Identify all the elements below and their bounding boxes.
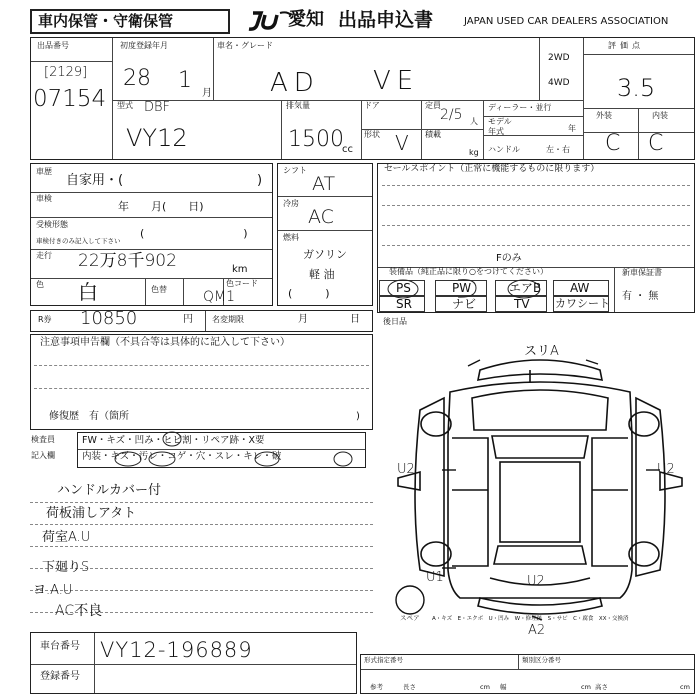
drive-4wd: 4WD	[548, 78, 570, 88]
lot-number: 07154	[33, 86, 107, 112]
diagram-mark-front: スリA	[524, 344, 559, 359]
usage-label: 車歴	[36, 167, 52, 176]
storage-badge-text: 車内保管・守衛保管	[38, 12, 174, 30]
fw-line: FW・キズ・凹み・ヒビ割・リペア跡・X要	[82, 435, 265, 446]
note-1: ハンドルカバー付	[57, 483, 162, 498]
equip-label: 装備品（純正品に限り○をつけてください）	[389, 267, 548, 276]
disp-label: 排気量	[286, 101, 310, 110]
association-name: JAPAN USED CAR DEALERS ASSOCIATION	[464, 16, 669, 27]
length-label: 長さ	[403, 683, 416, 691]
fuel-paren: ( )	[288, 287, 330, 300]
color-label: 色	[36, 280, 44, 289]
equipment-circles	[380, 276, 540, 300]
equip-navi: ナビ	[452, 297, 477, 311]
equip-note: Fのみ	[496, 253, 522, 264]
name-change-month: 月	[298, 314, 308, 325]
caution-label: 注意事項申告欄（不具合等は具体的に記入して下さい）	[40, 337, 290, 348]
warranty-label: 新車保証書	[622, 268, 662, 277]
capacity-label: 定員	[425, 101, 441, 110]
repair-close: )	[356, 411, 360, 422]
reg-month: 1	[178, 68, 192, 93]
dealer-label: ディーラー・並行	[488, 103, 552, 112]
handle-label: ハンドル	[488, 145, 520, 154]
accept-paren: ( )	[140, 227, 248, 240]
capacity-unit: 人	[470, 117, 478, 126]
usage-close: )	[257, 173, 263, 188]
recycle-amount: 10850	[80, 308, 138, 329]
handle-options: 左・右	[546, 145, 570, 154]
km-unit: km	[232, 264, 248, 275]
equip-tv: TV	[514, 297, 530, 311]
ext-label: 外装	[596, 111, 612, 120]
equip-leather: カワシート	[555, 297, 610, 310]
name-label: 車名・グレード	[217, 41, 273, 50]
model-year-label: 年式	[488, 127, 504, 136]
type-code: VY12	[126, 124, 188, 152]
form-title: 出品申込書	[338, 9, 434, 31]
height-unit: cm	[680, 683, 690, 691]
chassis-label: 車台番号	[40, 641, 80, 652]
score: 3.5	[617, 74, 656, 102]
diagram-mark-bumper: A2	[528, 623, 546, 638]
accept-note: 車検付きのみ記入して下さい	[36, 237, 121, 245]
type-label: 型式	[117, 101, 133, 110]
equip-airbag: エアB	[509, 281, 542, 295]
reg-no-label: 登録番号	[40, 671, 80, 682]
lot-small: [2129]	[44, 65, 88, 80]
class-label: 類別区分番号	[522, 656, 561, 664]
notes-label: 後日品	[383, 317, 407, 326]
int-label: 内装	[652, 111, 668, 120]
name-change-day: 日	[350, 314, 360, 325]
spare-label: スペア	[400, 614, 420, 622]
color: 白	[78, 280, 98, 304]
shaken-label: 車検	[36, 194, 52, 203]
repaint-label: 色替	[151, 285, 167, 294]
diagram-legend: A・キズ E・エクボ U・凹み W・修理跡 S・サビ C・腐食 XX・交換済	[432, 616, 629, 622]
note-3: 荷室A.U	[42, 530, 91, 545]
diagram-mark-left: U2	[397, 462, 415, 477]
shape: V	[395, 131, 409, 155]
capacity: 2/5	[440, 107, 463, 123]
shift: AT	[312, 173, 336, 195]
reg-month-unit: 月	[202, 88, 212, 99]
lot-label: 出品番号	[37, 41, 69, 50]
diagram-mark-rear-left: U1	[426, 570, 444, 585]
mileage-label: 走行	[36, 251, 52, 260]
shift-label: シフト	[283, 166, 307, 175]
displacement: 1500	[288, 127, 344, 152]
shape-label: 形状	[364, 130, 380, 139]
sales-points-label: セールスポイント（正常に機能するものに限ります）	[384, 164, 600, 174]
note-6: AC不良	[55, 603, 103, 619]
entry-label: 記入欄	[31, 451, 55, 460]
repair-label: 修復歴 有（箇所	[49, 411, 129, 422]
kg-unit: kg	[469, 148, 479, 157]
fuel-label: 燃料	[283, 233, 299, 242]
warranty-options: 有 ・ 無	[622, 291, 659, 302]
type-cert-label: 形式指定番号	[364, 656, 403, 664]
diagram-mark-rear: U2	[527, 574, 545, 589]
mileage: 22万8千902	[78, 251, 177, 271]
recycle-label: R券	[38, 315, 52, 324]
logo-region: 愛知	[288, 9, 324, 30]
model-label: モデル	[488, 117, 512, 126]
equip-sr: SR	[396, 297, 412, 311]
diagram-mark-right: U2	[657, 462, 675, 477]
width-label: 幅	[500, 683, 507, 691]
height-label: 高さ	[595, 683, 608, 691]
interior-line: 内装・キズ・汚レ・コゲ・穴・スレ・キレ・破	[82, 451, 282, 462]
equip-aw: AW	[570, 281, 590, 295]
storage-badge	[30, 9, 230, 34]
note-4: 下廻りS	[42, 560, 90, 575]
score-label: 評価点	[608, 41, 644, 50]
length-unit: cm	[480, 683, 490, 691]
color-code-label: 色コード	[226, 279, 258, 288]
drive-2wd: 2WD	[548, 53, 570, 63]
load-label: 積載	[425, 130, 441, 139]
shaken-value: 年 月( 日)	[118, 200, 204, 213]
car-name: AD	[270, 68, 320, 98]
int-grade: C	[648, 131, 664, 156]
reg-year: 28	[123, 66, 151, 91]
fuel-light: 軽 油	[309, 268, 335, 281]
equip-ps: PS	[396, 281, 411, 295]
accept-label: 受検形態	[36, 220, 68, 229]
type-prefix: DBF	[144, 100, 170, 115]
cc-unit: cc	[342, 144, 353, 155]
color-code: QM1	[203, 289, 236, 305]
ref-label: 参考	[370, 683, 383, 691]
recycle-yen: 円	[183, 314, 193, 325]
reg-label: 初度登録年月	[120, 41, 168, 50]
fuel-gas: ガソリン	[303, 248, 347, 261]
chassis-number: VY12-196889	[100, 638, 253, 662]
width-unit: cm	[581, 683, 591, 691]
equip-pw: PW	[452, 281, 472, 295]
inspector-label: 検査員	[31, 435, 55, 444]
note-2: 荷板浦しアタト	[46, 506, 137, 521]
usage-value: 自家用・(	[66, 173, 124, 188]
note-5: ヨ.A.U	[33, 583, 73, 598]
name-change-label: 名変期限	[212, 315, 244, 324]
year-unit: 年	[568, 124, 576, 133]
ac-label: 冷房	[283, 199, 299, 208]
ac: AC	[308, 206, 334, 228]
ext-grade: C	[605, 131, 621, 156]
inspection-circles	[110, 430, 360, 470]
doors-label: ドア	[364, 101, 380, 110]
grade: VE	[373, 66, 420, 96]
